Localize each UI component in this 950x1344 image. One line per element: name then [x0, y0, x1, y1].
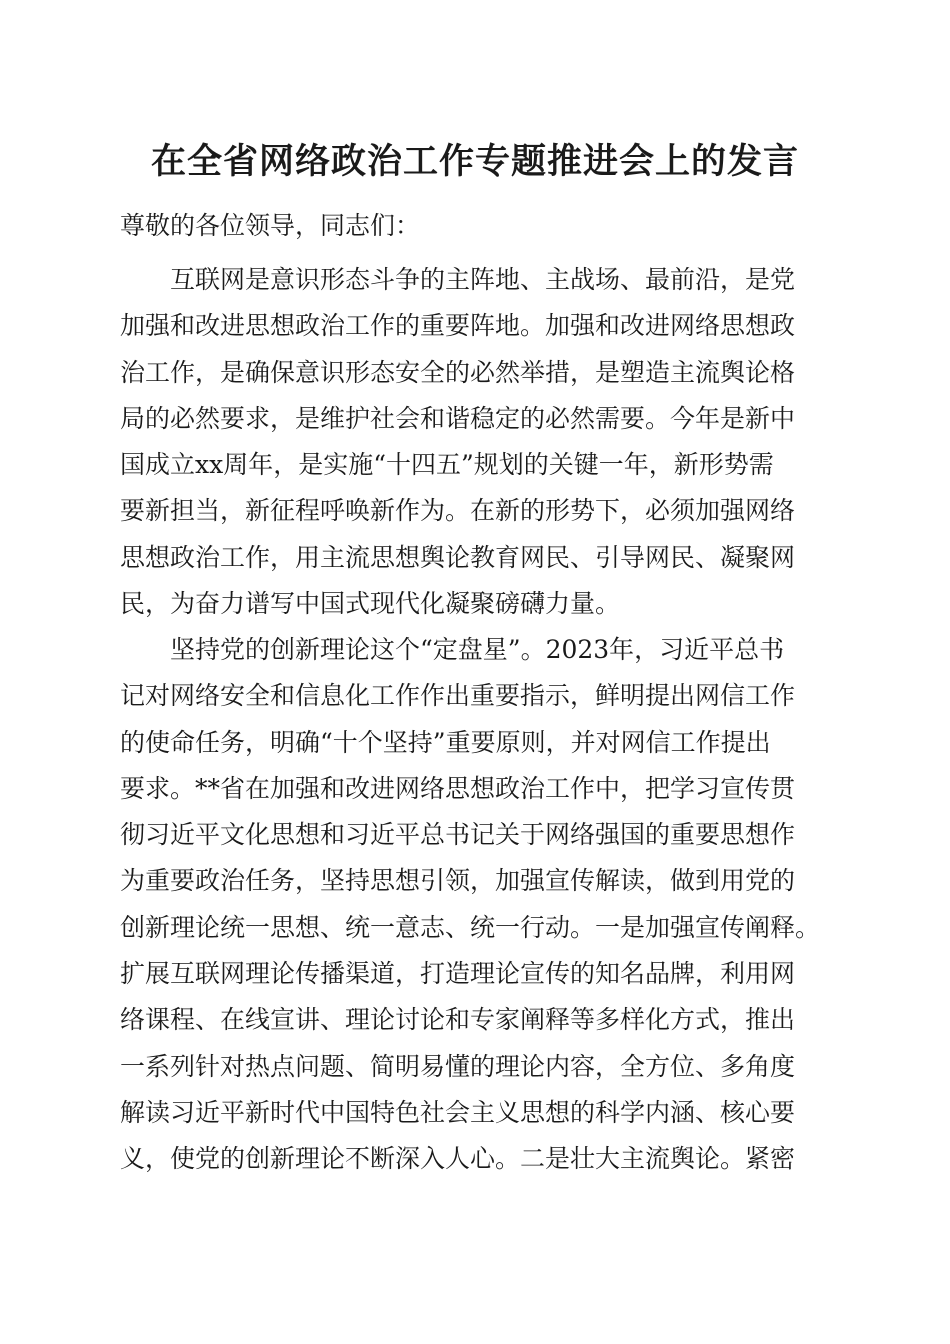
paragraph-line: 络课程、在线宣讲、理论讨论和专家阐释等多样化方式，推出	[120, 1005, 796, 1035]
paragraph-line: 一系列针对热点问题、简明易懂的理论内容，全方位、多角度	[120, 1051, 796, 1081]
paragraph-line: 义，使党的创新理论不断深入人心。二是壮大主流舆论。紧密	[120, 1144, 796, 1174]
paragraph-line: 扩展互联网理论传播渠道，打造理论宣传的知名品牌，利用网	[120, 959, 796, 989]
paragraph-line: 互联网是意识形态斗争的主阵地、主战场、最前沿，是党	[170, 265, 796, 294]
paragraph-2	[120, 632, 840, 1188]
paragraph-line: 解读习近平新时代中国特色社会主义思想的科学内涵、核心要	[120, 1097, 796, 1127]
paragraph-1	[120, 262, 840, 632]
salutation: 尊敬的各位领导，同志们：	[120, 211, 421, 240]
document-title: 在全省网络政治工作专题推进会上的发言	[150, 141, 799, 182]
paragraph-line: 创新理论统一思想、统一意志、统一行动。一是加强宣传阐释。	[120, 912, 821, 942]
paragraph-line: 记对网络安全和信息化工作作出重要指示，鲜明提出网信工作	[120, 681, 796, 711]
paragraph-line: 民，为奋力谱写中国式现代化凝聚磅礴力量。	[120, 589, 621, 619]
paragraph-line: 国成立xx周年，是实施“十四五”规划的关键一年，新形势需	[120, 450, 774, 480]
paragraph-line: 局的必然要求，是维护社会和谐稳定的必然需要。今年是新中	[120, 403, 796, 433]
paragraph-line: 彻习近平文化思想和习近平总书记关于网络强国的重要思想作	[120, 820, 796, 850]
paragraph-line: 要新担当，新征程呼唤新作为。在新的形势下，必须加强网络	[120, 496, 796, 526]
paragraph-line: 治工作，是确保意识形态安全的必然举措，是塑造主流舆论格	[120, 357, 796, 387]
paragraph-line: 加强和改进思想政治工作的重要阵地。加强和改进网络思想政	[120, 311, 796, 341]
paragraph-line: 的使命任务，明确“十个坚持”重要原则，并对网信工作提出	[120, 727, 771, 757]
paragraph-line: 思想政治工作，用主流思想舆论教育网民、引导网民、凝聚网	[120, 542, 796, 572]
paragraph-line: 为重要政治任务，坚持思想引领，加强宣传解读，做到用党的	[120, 866, 796, 896]
paragraph-line: 要求。**省在加强和改进网络思想政治工作中，把学习宣传贯	[120, 773, 796, 803]
paragraph-line: 坚持党的创新理论这个“定盘星”。2023年，习近平总书	[170, 635, 785, 664]
